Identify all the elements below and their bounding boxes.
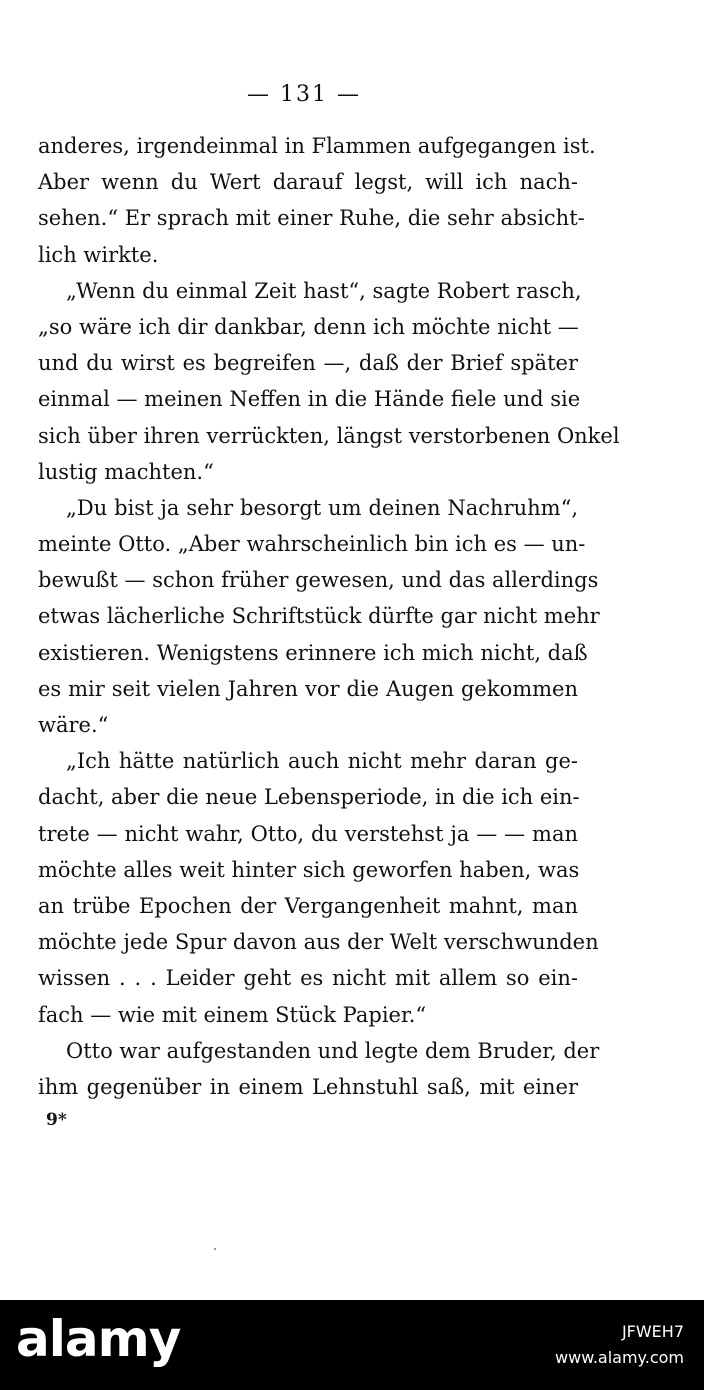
text-line: trete — nicht wahr, Otto, du verstehst ja — — man [38, 821, 578, 846]
text-line: sich über ihren verrückten, längst verstorbenen Onkel [38, 423, 620, 448]
text-line: ihm gegenüber in einem Lehnstuhl saß, mit einer [38, 1074, 578, 1099]
signature-mark: 9* [46, 1110, 67, 1130]
watermark-banner [0, 1300, 704, 1390]
text-line: „so wäre ich dir dankbar, denn ich möchte nicht — [38, 314, 579, 339]
text-line: lustig machten.“ [38, 459, 214, 484]
text-line: Aber wenn du Wert darauf legst, will ich nach- [38, 170, 578, 195]
text-line: lich wirkte. [38, 242, 159, 267]
text-line: fach — wie mit einem Stück Papier.“ [38, 1002, 427, 1027]
page-number: — 131 — [247, 82, 361, 107]
text-line: bewußt — schon früher gewesen, und das allerdings [38, 568, 599, 593]
text-line: Otto war aufgestanden und legte dem Bruder, der [66, 1038, 600, 1063]
text-line: dacht, aber die neue Lebensperiode, in die ich ein- [38, 785, 580, 810]
text-line: sehen.“ Er sprach mit einer Ruhe, die sehr absicht- [38, 206, 585, 231]
text-line: existieren. Wenigstens erinnere ich mich nicht, daß [38, 640, 588, 665]
text-line: möchte jede Spur davon aus der Welt verschwunden [38, 930, 599, 955]
text-line: einmal — meinen Neffen in die Hände fiele und sie [38, 387, 581, 412]
text-line: „Du bist ja sehr besorgt um deinen Nachruhm“, [66, 495, 578, 520]
text-line: „Ich hätte natürlich auch nicht mehr daran ge- [66, 749, 578, 774]
text-line: wissen . . . Leider geht es nicht mit allem so ein- [38, 966, 578, 991]
image-id: JFWEH7 [621, 1322, 684, 1341]
text-line: an trübe Epochen der Vergangenheit mahnt, man [38, 893, 578, 918]
text-line: etwas lächerliche Schriftstück dürfte gar nicht mehr [38, 604, 600, 629]
body-text [38, 128, 620, 1105]
text-line: es mir seit vielen Jahren vor die Augen gekommen [38, 676, 578, 701]
text-line: und du wirst es begreifen —, daß der Brief später [38, 351, 578, 376]
text-line: „Wenn du einmal Zeit hast“, sagte Robert rasch, [66, 278, 582, 303]
speck-mark [214, 1248, 216, 1250]
text-line: meinte Otto. „Aber wahrscheinlich bin ich es — un- [38, 532, 586, 557]
alamy-logo: alamy [16, 1310, 181, 1368]
text-line: anderes, irgendeinmal in Flammen aufgegangen ist. [38, 134, 596, 158]
text-line: wäre.“ [38, 713, 109, 737]
banner-url: www.alamy.com [555, 1348, 684, 1367]
text-line: möchte alles weit hinter sich geworfen haben, was [38, 857, 580, 882]
